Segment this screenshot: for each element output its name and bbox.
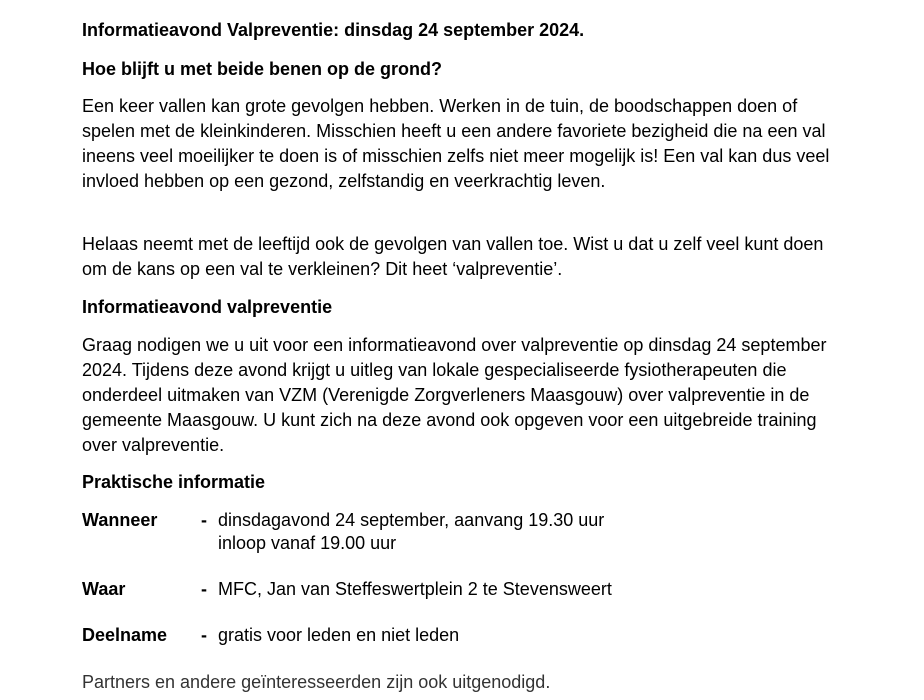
info-value-where: MFC, Jan van Steffeswertplein 2 te Stevensweert (218, 579, 612, 599)
info-label-where: Waar (82, 579, 126, 599)
intro-paragraph: Een keer vallen kan grote gevolgen hebben. Werken in de tuin, de boodschappen doen of spelen met de kleinkinderen. Misschien heeft u een andere favoriete bezigheid die na een val ineens veel moeilijker te doen is of misschien zelfs niet meer mogelijk is! Een val kan dus veel invloed hebben op een gezond, zelfstandig en veerkrachtig leven. (82, 96, 830, 191)
info-value-when (218, 509, 818, 555)
info-label-participation: Deelname (82, 625, 168, 645)
info-value-when-line1: dinsdagavond 24 september, aanvang 19.30 uur (218, 510, 605, 530)
info-label-when: Wanneer (82, 510, 158, 530)
info-value-when-line2: inloop vanaf 19.00 uur (218, 533, 397, 553)
practical-heading: Praktische informatie (82, 472, 266, 492)
closing-note: Partners en andere geïnteresseerden zijn ook uitgenodigd. (82, 672, 551, 692)
info-separator: - (201, 625, 207, 645)
second-paragraph: Helaas neemt met de leeftijd ook de gevolgen van vallen toe. Wist u dat u zelf veel kunt doen om de kans op een val te verkleinen? Dit heet ‘valpreventie’. (82, 234, 824, 279)
document-subtitle: Hoe blijft u met beide benen op de grond? (82, 59, 442, 79)
info-separator: - (201, 579, 207, 599)
invitation-paragraph: Graag nodigen we u uit voor een informatieavond over valpreventie op dinsdag 24 september 2024. Tijdens deze avond krijgt u uitleg van lokale gespecialiseerde fysiotherapeuten die onderdeel uitmaken van VZM (Verenigde Zorgverleners Maasgouw) over valpreventie in de gemeente Maasgouw. U kunt zich na deze avond ook opgeven voor een uitgebreide training over valpreventie. (82, 335, 827, 455)
info-separator: - (201, 510, 207, 530)
document-title: Informatieavond Valpreventie: dinsdag 24 september 2024. (82, 20, 585, 40)
section-heading: Informatieavond valpreventie (82, 297, 333, 317)
info-value-participation: gratis voor leden en niet leden (218, 625, 460, 645)
